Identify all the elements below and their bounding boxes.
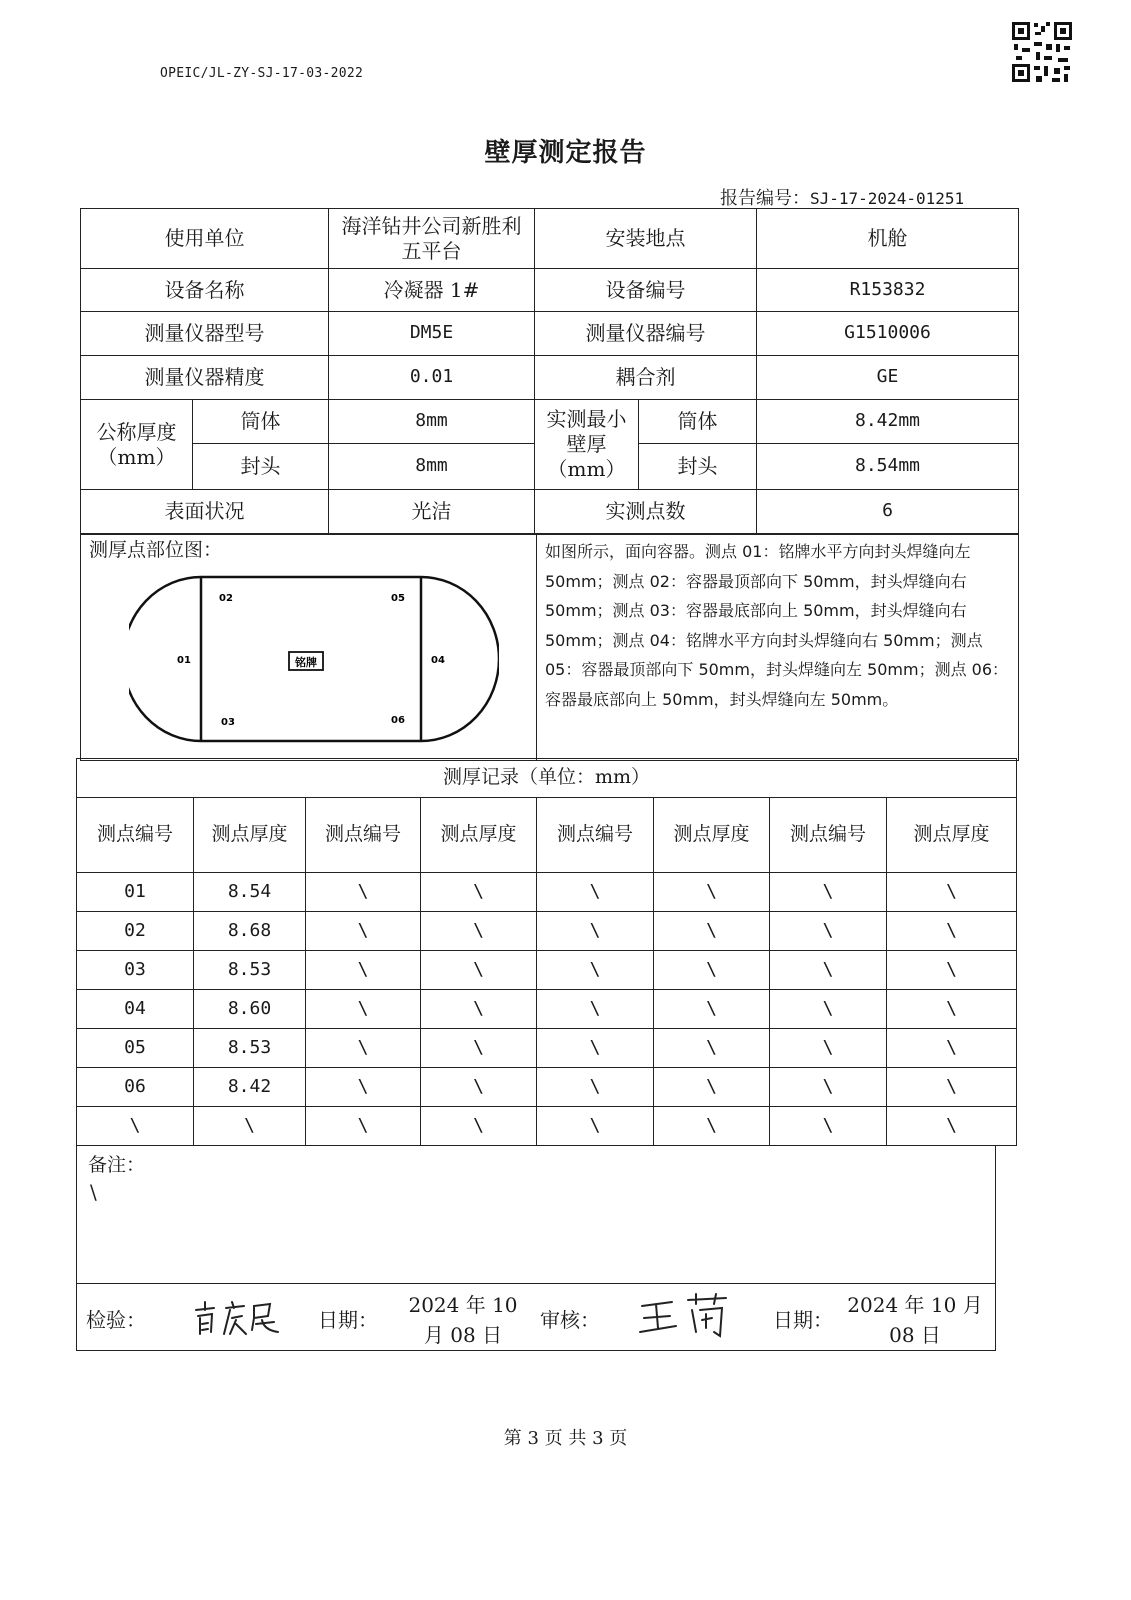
cell: \: [770, 990, 887, 1029]
couplant-label: 耦合剂: [535, 356, 757, 400]
surface-condition-value: 光洁: [329, 490, 535, 534]
cell: \: [537, 912, 654, 951]
review-label: 审核：: [540, 1308, 600, 1332]
nominal-shell-label: 筒体: [193, 400, 329, 444]
reviewer-signature: [636, 1292, 736, 1342]
equipment-no-label: 设备编号: [535, 269, 757, 312]
col-header-point-no: 测点编号: [306, 798, 421, 873]
report-title: 壁厚测定报告: [484, 138, 647, 168]
point-label-03: 03: [221, 717, 235, 728]
cell: \: [887, 1029, 1017, 1068]
point-label-02: 02: [219, 593, 233, 604]
min-shell-label: 筒体: [639, 400, 757, 444]
record-caption: 测厚记录（单位：mm）: [77, 759, 1017, 798]
cell: \: [537, 1107, 654, 1146]
cell: \: [887, 912, 1017, 951]
cell: \: [654, 1029, 770, 1068]
cell: \: [537, 873, 654, 912]
cell: \: [654, 951, 770, 990]
precision-value: 0.01: [329, 356, 535, 400]
cell: 8.54: [194, 873, 306, 912]
inspect-label: 检验：: [86, 1308, 146, 1332]
cell: \: [887, 873, 1017, 912]
report-number: [720, 184, 964, 210]
instrument-model-label: 测量仪器型号: [81, 312, 329, 356]
instrument-no-value: G1510006: [757, 312, 1019, 356]
cell: \: [887, 1068, 1017, 1107]
cell: \: [770, 1068, 887, 1107]
cell: 8.68: [194, 912, 306, 951]
cell: \: [654, 912, 770, 951]
cell: 8.53: [194, 951, 306, 990]
cell: 8.60: [194, 990, 306, 1029]
col-header-thickness: 测点厚度: [194, 798, 306, 873]
cell: 02: [77, 912, 194, 951]
nominal-head-value: 8mm: [329, 444, 535, 490]
page-number: 第 3 页 共 3 页: [503, 1428, 628, 1449]
remarks-value: \: [90, 1180, 97, 1204]
table-row: [77, 990, 1017, 1029]
cell: \: [770, 1107, 887, 1146]
cell: 05: [77, 1029, 194, 1068]
location-label: 安装地点: [535, 209, 757, 269]
cell: \: [421, 951, 537, 990]
point-label-04: 04: [431, 655, 445, 666]
inspector-signature: [192, 1296, 282, 1340]
measurement-location-section: [80, 534, 1019, 761]
cell: \: [537, 1029, 654, 1068]
nominal-head-label: 封头: [193, 444, 329, 490]
cell: \: [887, 1107, 1017, 1146]
report-number-value: SJ-17-2024-01251: [810, 189, 965, 208]
col-header-point-no: 测点编号: [537, 798, 654, 873]
cell: \: [306, 1068, 421, 1107]
cell: \: [654, 1107, 770, 1146]
cell: \: [306, 1107, 421, 1146]
table-row: [77, 1029, 1017, 1068]
review-date-value: 2024 年 10 月 08 日: [847, 1293, 983, 1347]
col-header-thickness: 测点厚度: [654, 798, 770, 873]
min-head-label: 封头: [639, 444, 757, 490]
table-row: [77, 1107, 1017, 1146]
qr-code-icon: [1010, 20, 1074, 84]
inspect-date-value: 2024 年 10 月 08 日: [408, 1293, 518, 1347]
cell: \: [654, 873, 770, 912]
instrument-model-value: DM5E: [329, 312, 535, 356]
min-head-value: 8.54mm: [757, 444, 1019, 490]
nameplate-label: 铭牌: [295, 656, 317, 669]
cell: \: [306, 1029, 421, 1068]
cell: \: [770, 1029, 887, 1068]
cell: \: [770, 873, 887, 912]
col-header-thickness: 测点厚度: [421, 798, 537, 873]
col-header-point-no: 测点编号: [770, 798, 887, 873]
couplant-value: GE: [757, 356, 1019, 400]
cell: \: [306, 951, 421, 990]
table-row: [77, 912, 1017, 951]
table-row: [77, 951, 1017, 990]
instrument-no-label: 测量仪器编号: [535, 312, 757, 356]
precision-label: 测量仪器精度: [81, 356, 329, 400]
cell: \: [306, 990, 421, 1029]
cell: \: [770, 912, 887, 951]
cell: 8.53: [194, 1029, 306, 1068]
location-value: 机舱: [757, 209, 1019, 269]
cell: \: [887, 990, 1017, 1029]
user-unit-value: 海洋钻井公司新胜利五平台: [329, 209, 535, 269]
inspect-date-label: 日期：: [318, 1308, 378, 1332]
point-label-05: 05: [391, 593, 405, 604]
cell: 04: [77, 990, 194, 1029]
thickness-record-table: [76, 758, 1017, 1146]
cell: \: [654, 1068, 770, 1107]
table-row: [77, 1068, 1017, 1107]
cell: \: [421, 1107, 537, 1146]
diagram-cell: [81, 535, 537, 761]
point-location-notes: 如图所示，面向容器。测点 01：铭牌水平方向封头焊缝向左 50mm；测点 02：容器最顶部向下 50mm，封头焊缝向右 50mm；测点 03：容器最底部向上 50mm，封头焊缝向右 50mm；测点 04：铭牌水平方向封头焊缝向右 50mm；测点 05：容器最顶部向下 50mm，封头焊缝向左 50mm；测点 06：容器最底部向上 50mm，封头焊缝向左 50mm。: [537, 535, 1019, 761]
cell: \: [194, 1107, 306, 1146]
report-number-label: 报告编号：: [720, 188, 810, 209]
diagram-label: 测厚点部位图：: [89, 539, 223, 561]
remarks-box: [76, 1145, 996, 1284]
remarks-label: 备注：: [88, 1154, 146, 1176]
table-row: [77, 873, 1017, 912]
cell: \: [306, 912, 421, 951]
equipment-no-value: R153832: [757, 269, 1019, 312]
cell: \: [654, 990, 770, 1029]
equipment-info-table: [80, 208, 1019, 534]
cell: \: [537, 951, 654, 990]
nominal-thickness-label: 公称厚度（mm）: [81, 400, 193, 490]
point-label-06: 06: [391, 715, 405, 726]
cell: \: [421, 873, 537, 912]
cell: 06: [77, 1068, 194, 1107]
cell: \: [537, 990, 654, 1029]
review-date-label: 日期：: [773, 1308, 833, 1332]
cell: \: [421, 1029, 537, 1068]
cell: 01: [77, 873, 194, 912]
equipment-name-label: 设备名称: [81, 269, 329, 312]
cell: \: [306, 873, 421, 912]
user-unit-label: 使用单位: [81, 209, 329, 269]
point-label-01: 01: [177, 655, 191, 666]
cell: \: [77, 1107, 194, 1146]
col-header-thickness: 测点厚度: [887, 798, 1017, 873]
cell: \: [887, 951, 1017, 990]
cell: \: [421, 990, 537, 1029]
vessel-diagram: [129, 573, 499, 745]
document-code: OPEIC/JL-ZY-SJ-17-03-2022: [160, 66, 364, 81]
cell: \: [770, 951, 887, 990]
surface-condition-label: 表面状况: [81, 490, 329, 534]
points-count-label: 实测点数: [535, 490, 757, 534]
cell: \: [537, 1068, 654, 1107]
cell: 8.42: [194, 1068, 306, 1107]
cell: \: [421, 1068, 537, 1107]
points-count-value: 6: [757, 490, 1019, 534]
nominal-shell-value: 8mm: [329, 400, 535, 444]
cell: \: [421, 912, 537, 951]
col-header-point-no: 测点编号: [77, 798, 194, 873]
cell: 03: [77, 951, 194, 990]
min-shell-value: 8.42mm: [757, 400, 1019, 444]
equipment-name-value: 冷凝器 1#: [329, 269, 535, 312]
min-thickness-label: 实测最小壁厚（mm）: [535, 400, 639, 490]
